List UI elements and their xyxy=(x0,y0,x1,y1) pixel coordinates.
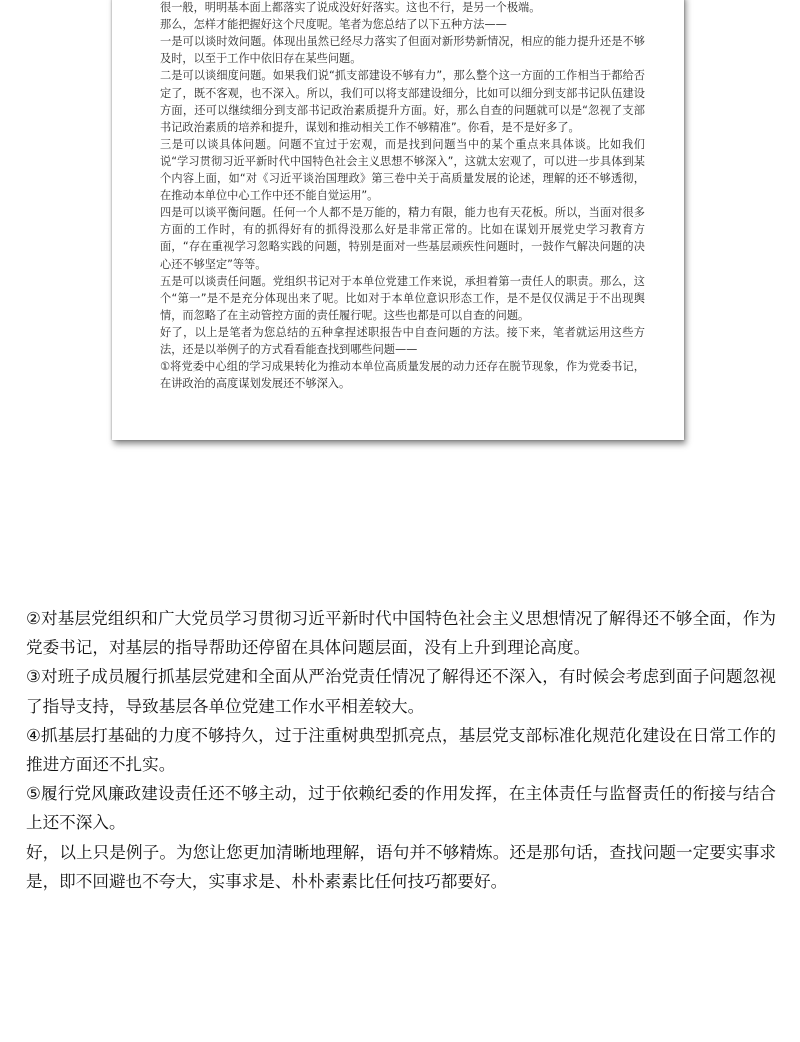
page-paragraph-method-4: 四是可以谈平衡问题。任何一个人都不是万能的，精力有限，能力也有天花板。所以，当面对很多方面的工作时，有的抓得好有的抓得没那么好是非常正常的。比如在谋划开展党史学习教育方面，“存在重视学习忽略实践的问题，特别是面对一些基层顽疾性问题时，一鼓作气解决问题的决心还不够坚定”等等。 xyxy=(160,206,645,271)
page-paragraph-method-1: 一是可以谈时效问题。体现出虽然已经尽力落实了但面对新形势新情况，相应的能力提升还是不够及时，以至于工作中依旧存在某些问题。 xyxy=(160,35,645,66)
main-text xyxy=(26,604,776,896)
page-paragraph-summary: 好了，以上是笔者为您总结的五种拿捏述职报告中自查问题的方法。接下来，笔者就运用这些方法，还是以举例子的方式看看能查找到哪些问题—— xyxy=(160,325,645,356)
main-paragraph-conclusion: 好，以上只是例子。为您让您更加清晰地理解，语句并不够精炼。还是那句话，查找问题一定要实事求是，即不回避也不夸大，实事求是、朴朴素素比任何技巧都要好。 xyxy=(26,842,776,891)
page-paragraph-method-2: 二是可以谈细度问题。如果我们说“抓支部建设不够有力”，那么整个这一方面的工作相当于都给否定了，既不客观，也不深入。所以，我们可以将支部建设细分，比如可以细分到支部书记队伍建设方面，还可以继续细分到支部书记政治素质提升方面。好，那么自查的问题就可以是“忽视了支部书记政治素质的培养和提升，谋划和推动相关工作不够精准”。你看，是不是好多了。 xyxy=(160,69,645,134)
main-paragraph-example-4: ④抓基层打基础的力度不够持久，过于注重树典型抓亮点，基层党支部标准化规范化建设在日常工作的推进方面还不扎实。 xyxy=(26,725,776,775)
page-paragraph-method-3: 三是可以谈具体问题。问题不宜过于宏观，而是找到问题当中的某个重点来具体谈。比如我们说“学习贯彻习近平新时代中国特色社会主义思想不够深入”，这就太宏观了，可以进一步具体到某个内容上面，如“对《习近平谈治国理政》第三卷中关于高质量发展的论述，理解的还不够透彻，在推动本单位中心工作中还不能自觉运用”。 xyxy=(160,137,645,203)
main-paragraph-example-3: ③对班子成员履行抓基层党建和全面从严治党责任情况了解得还不深入，有时候会考虑到面子问题忽视了指导支持，导致基层各单位党建工作水平相差较大。 xyxy=(26,667,776,716)
page-paragraph-example-1: ①将党委中心组的学习成果转化为推动本单位高质量发展的动力还存在脱节现象，作为党委书记，在讲政治的高度谋划发展还不够深入。 xyxy=(160,360,645,391)
page-paragraph-intro: 很一般，明明基本面上都落实了说成没好好落实。这也不行，是另一个极端。 xyxy=(160,1,541,15)
page-paragraph-question: 那么，怎样才能把握好这个尺度呢。笔者为您总结了以下五种方法—— xyxy=(160,18,507,32)
main-paragraph-example-2: ②对基层党组织和广大党员学习贯彻习近平新时代中国特色社会主义思想情况了解得还不够全面，作为党委书记，对基层的指导帮助还停留在具体问题层面，没有上升到理论高度。 xyxy=(26,609,776,658)
document-page-text xyxy=(160,0,645,392)
page-paragraph-method-5: 五是可以谈责任问题。党组织书记对于本单位党建工作来说，承担着第一责任人的职责。那么，这个“第一”是不是充分体现出来了呢。比如对于本单位意识形态工作，是不是仅仅满足于不出现舆情，而忽略了在主动管控方面的责任履行呢。这些也都是可以自查的问题。 xyxy=(160,274,645,322)
main-paragraph-example-5: ⑤履行党风廉政建设责任还不够主动，过于依赖纪委的作用发挥，在主体责任与监督责任的衔接与结合上还不深入。 xyxy=(26,784,776,833)
document-page-image xyxy=(112,0,684,440)
